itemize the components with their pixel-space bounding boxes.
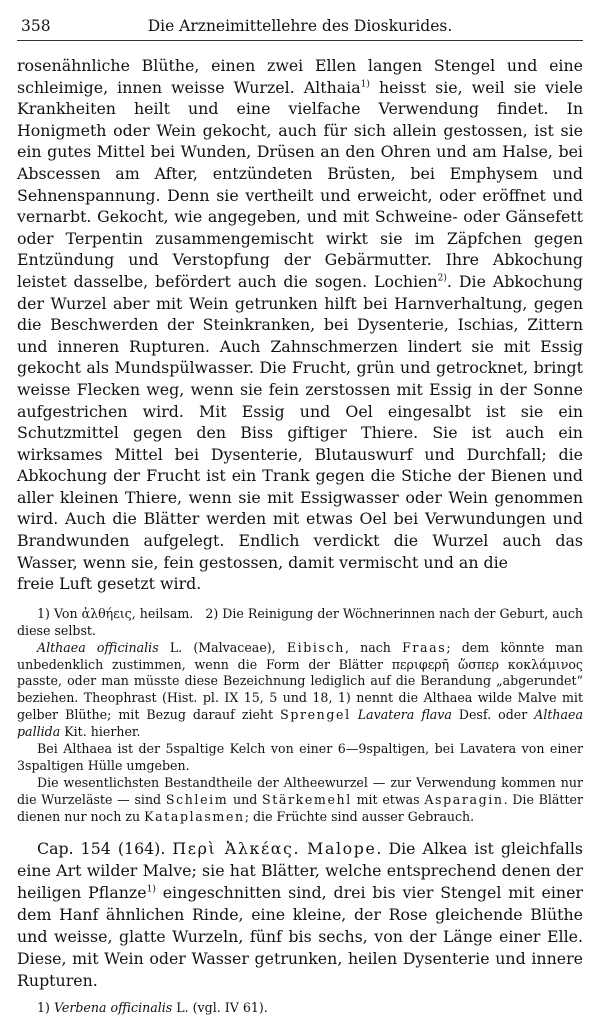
footnotes-althaea	[17, 606, 583, 826]
chapter-heading: Cap. 154 (164).	[37, 838, 166, 858]
main-paragraph: rosenähnliche Blüthe, einen zwei Ellen langen Stengel und eine schleimige, innen weisse Wurzel. Althaia$^{1)}$ heisst sie, weil sie viele Krankheiten heilt und eine vielfache Verwendung findet. In Honigmeth oder Wein gekocht, auch für sich allein gestossen, ist sie ein gutes Mittel bei Wunden, Drüsen an den Ohren und am Halse, bei Abscessen am After, entzündeten Brüsten, bei Emphysem und Sehnenspannung. Denn sie vertheilt und erweicht, oder eröffnet und vernarbt. Gekocht, wie angegeben, und mit Schweine- oder Gänsefett oder Terpentin zusammengemischt wirkt sie im Zäpfchen gegen Entzündung und Verstopfung der Gebärmutter. Ihre Abkochung leistet dasselbe, befördert auch die sogen. Lochien$^{2)}$. Die Abkochung der Wurzel aber mit Wein getrunken hilft bei Harnverhaltung, gegen die Beschwerden der Steinkranken, bei Dysenterie, Ischias, Zittern und inneren Rupturen. Auch Zahnschmerzen lindert sie mit Essig gekocht als Mundspülwasser. Die Frucht, grün und getrocknet, bringt weisse Flecken weg, wenn sie fein zerstossen mit Essig in der Sonne aufgestrichen wird. Mit Essig und Oel eingesalbt ist sie ein Schutzmittel gegen den Biss giftiger Thiere. Sie ist auch ein wirksames Mittel bei Dysenterie, Blutauswurf und Durchfall; die Abkochung der Frucht ist ein Trank gegen die Stiche der Bienen und aller kleinen Thiere, wenn sie mit Essigwasser oder Wein genommen wird. Auch die Blätter werden mit etwas Oel bei Verwundungen und Brandwunden aufgelegt. Endlich verdickt die Wurzel auch das Wasser, wenn sie, fein gestossen, damit vermischt und an die	[17, 56, 584, 572]
footnote-ref-3: 1)	[146, 884, 156, 895]
main-paragraph-last-line: freie Luft gesetzt wird.	[17, 574, 202, 594]
footnote-ref-2: 2)	[437, 273, 447, 284]
note-kelch: Bei Althaea ist der 5spaltige Kelch von einer 6—9spaltigen, bei Lavatera von einer 3spaltigen Hülle umgeben.	[17, 741, 583, 773]
chapter-154-paragraph: Cap. 154 (164). Περὶ Ἀλκέας. Malope. Die Alkea ist gleichfalls eine Art wilder Malve; sie hat Blätter, welche entsprechend denen der heiligen Pflanze$^{1)}$ eingeschnitten sind, drei bis vier Stengel mit einer dem Hanf ähnlichen Rinde, eine kleine, der Rose gleichende Blüthe und weisse, glatte Wurzeln, fünf bis sechs, von der Länge einer Elle. Diese, mit Wein oder Wasser getrunken, heilen Dysenterie und innere Rupturen.	[17, 838, 583, 990]
running-header	[17, 14, 583, 41]
chapter-plant-name: Malope	[307, 838, 377, 858]
main-text	[17, 55, 583, 595]
note-bestandtheile: Die wesentlichsten Bestandtheile der Altheewurzel — zur Verwendung kommen nur die Wurzeläste — sind Schleim und Stärkemehl mit etwas Asparagin. Die Blätter dienen nur noch zu Kataplasmen; die Früchte sind ausser Gebrauch.	[17, 774, 583, 824]
chapter-154	[17, 838, 583, 992]
book-page	[17, 14, 583, 1016]
footnote-ref-1: 1)	[360, 79, 370, 90]
running-title: Die Arzneimittellehre des Dioskurides.	[147, 17, 453, 35]
chapter-greek-title: Περὶ Ἀλκέας.	[172, 838, 301, 858]
footnote-verbena: 1) Verbena officinalis L. (vgl. IV 61).	[37, 999, 268, 1015]
note-althaea-identification: Althaea officinalis L. (Malvaceae), Eibisch, nach Fraas; dem könnte man unbedenklich zustimmen, wenn die Form der Blätter περιφερῆ ὥσπερ κοκλάμινος passte, oder man müsste diese Bezeichnung lediglich auf die Berandung „abgerundet“ beziehen. Theophrast (Hist. pl. IX 15, 5 und 18, 1) nennt die Althaea wilde Malve mit gelber Blüthe; mit Bezug darauf zieht Sprengel Lavatera flava Desf. oder Althaea pallida Kit. hierher.	[17, 639, 584, 740]
footnote-1-2: 1) Von ἀλθήεις, heilsam. 2) Die Reinigung der Wöchnerinnen nach der Geburt, auch diese selbst.	[17, 605, 583, 638]
page-number: 358	[21, 17, 51, 35]
